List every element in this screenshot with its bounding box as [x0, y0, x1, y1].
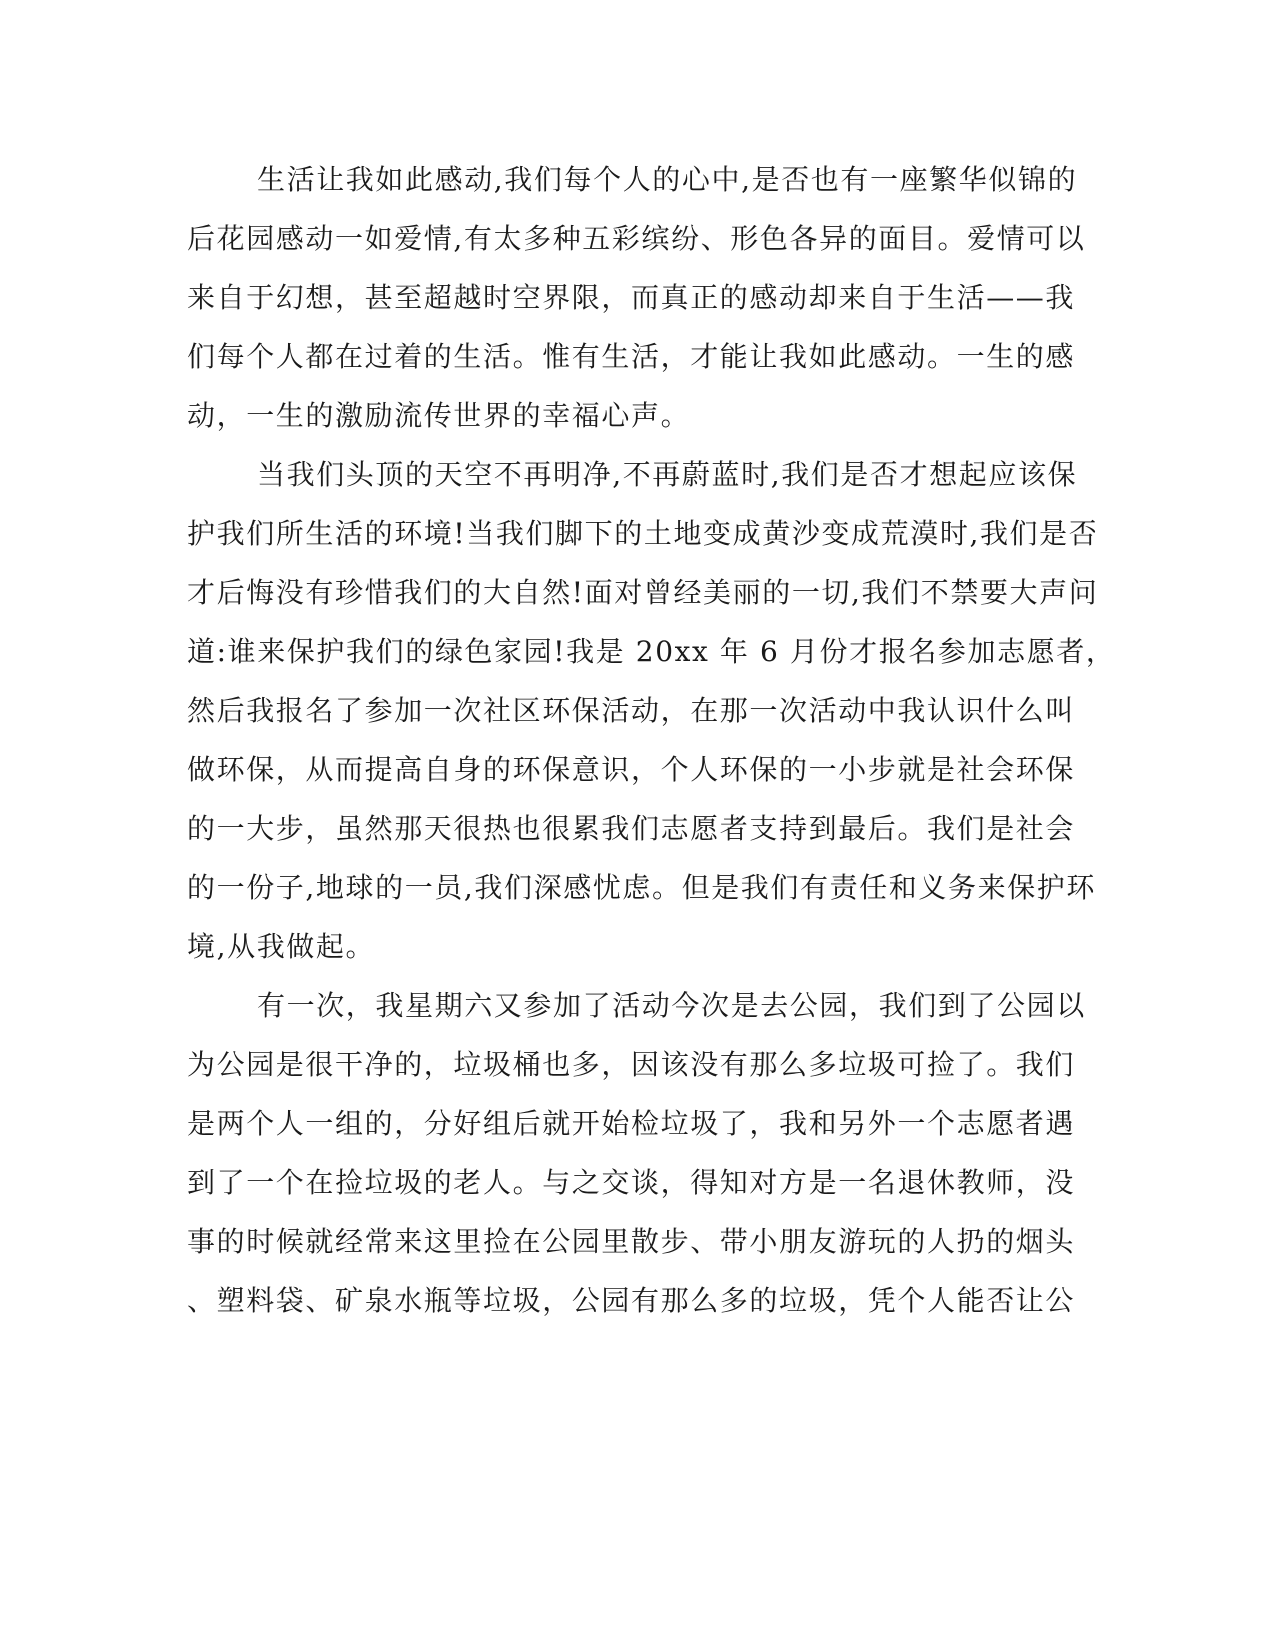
paragraph-2-line-4: 道:谁来保护我们的绿色家园!我是 20xx 年 6 月份才报名参加志愿者，: [187, 635, 1116, 668]
paragraph-2-line-1: 当我们头顶的天空不再明净,不再蔚蓝时,我们是否才想起应该保: [257, 458, 1078, 491]
paragraph-2-line-8: 的一份子,地球的一员,我们深感忧虑。但是我们有责任和义务来保护环: [187, 871, 1097, 904]
paragraph-3-line-5: 事的时候就经常来这里捡在公园里散步、带小朋友游玩的人扔的烟头: [187, 1225, 1076, 1258]
paragraph-1-line-2: 后花园感动一如爱情,有太多种五彩缤纷、形色各异的面目。爱情可以: [187, 222, 1086, 255]
paragraph-2-line-9: 境,从我做起。: [187, 930, 376, 963]
paragraph-1-line-4: 们每个人都在过着的生活。惟有生活，才能让我如此感动。一生的感: [187, 340, 1076, 373]
paragraph-1-line-3: 来自于幻想，甚至超越时空界限，而真正的感动却来自于生活——我: [187, 281, 1076, 314]
paragraph-3-line-1: 有一次，我星期六又参加了活动今次是去公园，我们到了公园以: [257, 989, 1086, 1022]
paragraph-2-line-5: 然后我报名了参加一次社区环保活动，在那一次活动中我认识什么叫: [187, 694, 1076, 727]
paragraph-2-line-7: 的一大步，虽然那天很热也很累我们志愿者支持到最后。我们是社会: [187, 812, 1076, 845]
paragraph-3-line-4: 到了一个在捡垃圾的老人。与之交谈，得知对方是一名退休教师，没: [187, 1166, 1076, 1199]
paragraph-1-line-1: 生活让我如此感动,我们每个人的心中,是否也有一座繁华似锦的: [257, 163, 1078, 196]
paragraph-3-line-3: 是两个人一组的，分好组后就开始检垃圾了，我和另外一个志愿者遇: [187, 1107, 1076, 1140]
paragraph-2-line-2: 护我们所生活的环境!当我们脚下的土地变成黄沙变成荒漠时,我们是否: [187, 517, 1099, 550]
paragraph-3-line-2: 为公园是很干净的，垃圾桶也多，因该没有那么多垃圾可捡了。我们: [187, 1048, 1076, 1081]
paragraph-3-line-6: 、塑料袋、矿泉水瓶等垃圾，公园有那么多的垃圾，凭个人能否让公: [187, 1284, 1076, 1317]
paragraph-2-line-3: 才后悔没有珍惜我们的大自然!面对曾经美丽的一切,我们不禁要大声问: [187, 576, 1099, 609]
paragraph-1-line-5: 动，一生的激励流传世界的幸福心声。: [187, 399, 691, 432]
paragraph-2-line-6: 做环保，从而提高自身的环保意识，个人环保的一小步就是社会环保: [187, 753, 1076, 786]
